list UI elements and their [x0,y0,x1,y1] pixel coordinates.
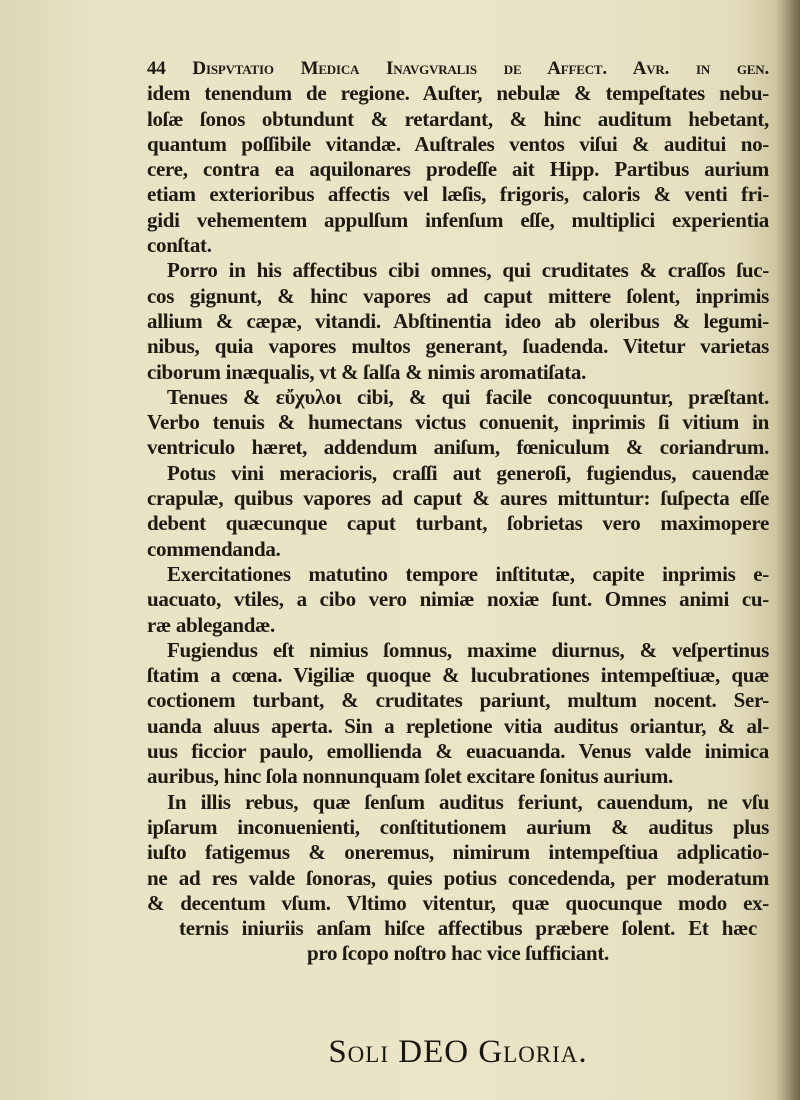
text-line: conſtat. [147,233,212,258]
text-line: uus ficcior paulo, emollienda & euacuanda. Venus valde inimica [147,739,769,764]
page-text-column [147,56,769,967]
text-line: uacuato, vtiles, a cibo vero nimiæ noxiæ ſunt. Omnes animi cu- [147,587,769,612]
text-line: In illis rebus, quæ ſenſum auditus feriunt, cauendum, ne vſu [167,789,769,814]
text-line: etiam exterioribus affectis vel læſis, frigoris, caloris & venti fri- [147,182,769,207]
text-line: Potus vini meracioris, craſſi aut generoſi, fugiendus, cauendæ [167,460,769,485]
text-line: ræ ablegandæ. [147,612,275,637]
text-line: idem tenendum de regione. Auſter, nebulæ & tempeſtates nebu- [147,81,769,106]
text-line: Exercitationes matutino tempore inſtitutæ, capite inprimis e- [167,561,769,586]
text-line: cos gignunt, & hinc vapores ad caput mittere ſolent, inprimis [147,283,769,308]
text-line: ipſarum inconuenienti, conſtitutionem aurium & auditus plus [147,814,769,839]
text-line: pro ſcopo noſtro hac vice ſufficiant. [307,941,609,966]
closing-motto: Soli DEO Gloria. [328,1034,588,1070]
text-line: crapulæ, quibus vapores ad caput & aures mittuntur: ſuſpecta eſſe [147,486,769,511]
text-line: ſtatim a cœna. Vigiliæ quoque & lucubrationes intempeſtiuæ, quæ [147,663,769,688]
text-line: uanda aluus aperta. Sin a repletione vitia auditus oriantur, & al- [147,713,769,738]
text-line: quantum poſſibile vitandæ. Auſtrales ventos viſui & auditui no- [147,131,769,156]
text-line: commendanda. [147,536,281,561]
text-line: Fugiendus eſt nimius ſomnus, maxime diurnus, & veſpertinus [167,637,769,662]
text-line: & decentum vſum. Vltimo vitentur, quæ quocunque modo ex- [147,890,769,915]
text-line: loſæ ſonos obtundunt & retardant, & hinc auditum hebetant, [147,106,769,131]
text-line: coctionem turbant, & cruditates pariunt, multum nocent. Ser- [147,688,769,713]
text-line: auribus, hinc ſola nonnunquam ſolet excitare ſonitus aurium. [147,764,673,789]
text-line: ne ad res valde ſonoras, quies potius concedenda, per moderatum [147,865,769,890]
text-line: nibus, quia vapores multos generant, ſuadenda. Vitetur varietas [147,334,769,359]
text-line: gidi vehementem appulſum infenſum eſſe, multiplici experientia [147,207,769,232]
text-line: ternis iniuriis anſam hiſce affectibus præbere ſolent. Et hæc [179,916,757,941]
text-line: allium & cæpæ, vitandi. Abſtinentia ideo ab oleribus & legumi- [147,308,769,333]
running-header: 44 Dispvtatio Medica Inavgvralis de Affect. Avr. in gen. [147,58,769,79]
text-line: debent quæcunque caput turbant, ſobrietas vero maximopere [147,511,769,536]
text-line: iuſto fatigemus & oneremus, nimirum intempeſtiua adplicatio- [147,840,769,865]
text-line: ciborum inæqualis, vt & ſalſa & nimis aromatiſata. [147,359,587,384]
text-line: Porro in his affectibus cibi omnes, qui cruditates & craſſos ſuc- [167,258,769,283]
text-line: cere, contra ea aquilonares prodeſſe ait Hipp. Partibus aurium [147,157,769,182]
text-line: ventriculo hæret, addendum aniſum, fœniculum & coriandrum. [147,435,769,460]
text-line: Tenues & εὔχυλοι cibi, & qui facile concoquuntur, præſtant. [167,384,769,409]
text-line: Verbo tenuis & humectans victus conuenit, inprimis ſi vitium in [147,410,769,435]
